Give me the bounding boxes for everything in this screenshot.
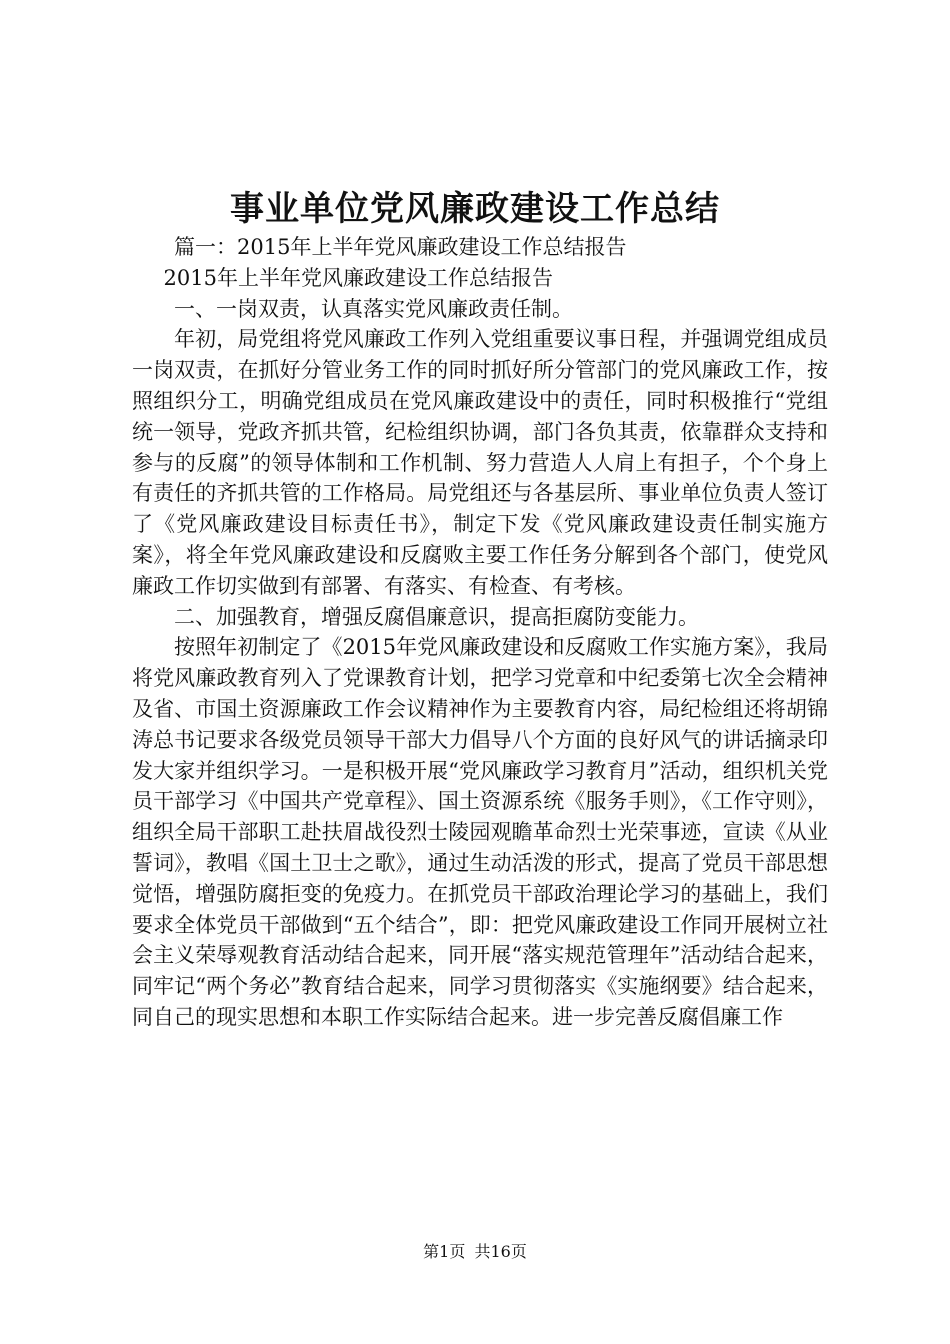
document-body bbox=[132, 232, 828, 1033]
paragraph-section-heading-1: 一、一岗双责，认真落实党风廉政责任制。 bbox=[174, 296, 573, 321]
document-title: 事业单位党风廉政建设工作总结 bbox=[230, 189, 720, 229]
paragraph-section-heading-2: 二、加强教育，增强反腐倡廉意识，提高拒腐防变能力。 bbox=[174, 604, 699, 629]
paragraph-chapter-heading: 篇一：2015年上半年党风廉政建设工作总结报告 bbox=[174, 235, 627, 259]
page-footer bbox=[0, 1240, 950, 1264]
page-number: 第1页 bbox=[423, 1242, 466, 1261]
paragraph-report-title: 2015年上半年党风廉政建设工作总结报告 bbox=[163, 265, 553, 290]
page-total: 共16页 bbox=[474, 1242, 527, 1261]
paragraph-body-2: 按照年初制定了《2015年党风廉政建设和反腐败工作实施方案》，我局将党风廉政教育列入了党课教育计划，把学习党章和中纪委第七次全会精神及省、市国土资源廉政工作会议精神作为主要教育内容，局纪检组还将胡锦涛总书记要求各级党员领导干部大力倡导八个方面的良好风气的讲话摘录印发大家并组织学习。一是积极开展“党风廉政学习教育月”活动，组织机关党员干部学习《中国共产党章程》、国土资源系统《服务手则》，《工作守则》，组织全局干部职工赴扶眉战役烈士陵园观瞻革命烈士光荣事迹，宣读《从业誓词》，教唱《国土卫士之歌》，通过生动活泼的形式，提高了党员干部思想觉悟，增强防腐拒变的免疫力。在抓党员干部政治理论学习的基础上，我们要求全体党员干部做到“五个结合”，即：把党风廉政建设工作同开展树立社会主义荣辱观教育活动结合起来，同开展“落实规范管理年”活动结合起来，同牢记“两个务必”教育结合起来，同学习贯彻落实《实施纲要》结合起来，同自己的现实思想和本职工作实际结合起来。进一步完善反腐倡廉工作 bbox=[132, 635, 828, 1029]
paragraph-body-1: 年初，局党组将党风廉政工作列入党组重要议事日程，并强调党组成员一岗双责，在抓好分管业务工作的同时抓好所分管部门的党风廉政工作，按照组织分工，明确党组成员在党风廉政建设中的责任，同时积极推行“党组统一领导，党政齐抓共管，纪检组织协调，部门各负其责，依靠群众支持和参与的反腐”的领导体制和工作机制、努力营造人人肩上有担子，个个身上有责任的齐抓共管的工作格局。局党组还与各基层所、事业单位负责人签订了《党风廉政建设目标责任书》，制定下发《党风廉政建设责任制实施方案》，将全年党风廉政建设和反腐败主要工作任务分解到各个部门，使党风廉政工作切实做到有部署、有落实、有检查、有考核。 bbox=[132, 327, 828, 598]
